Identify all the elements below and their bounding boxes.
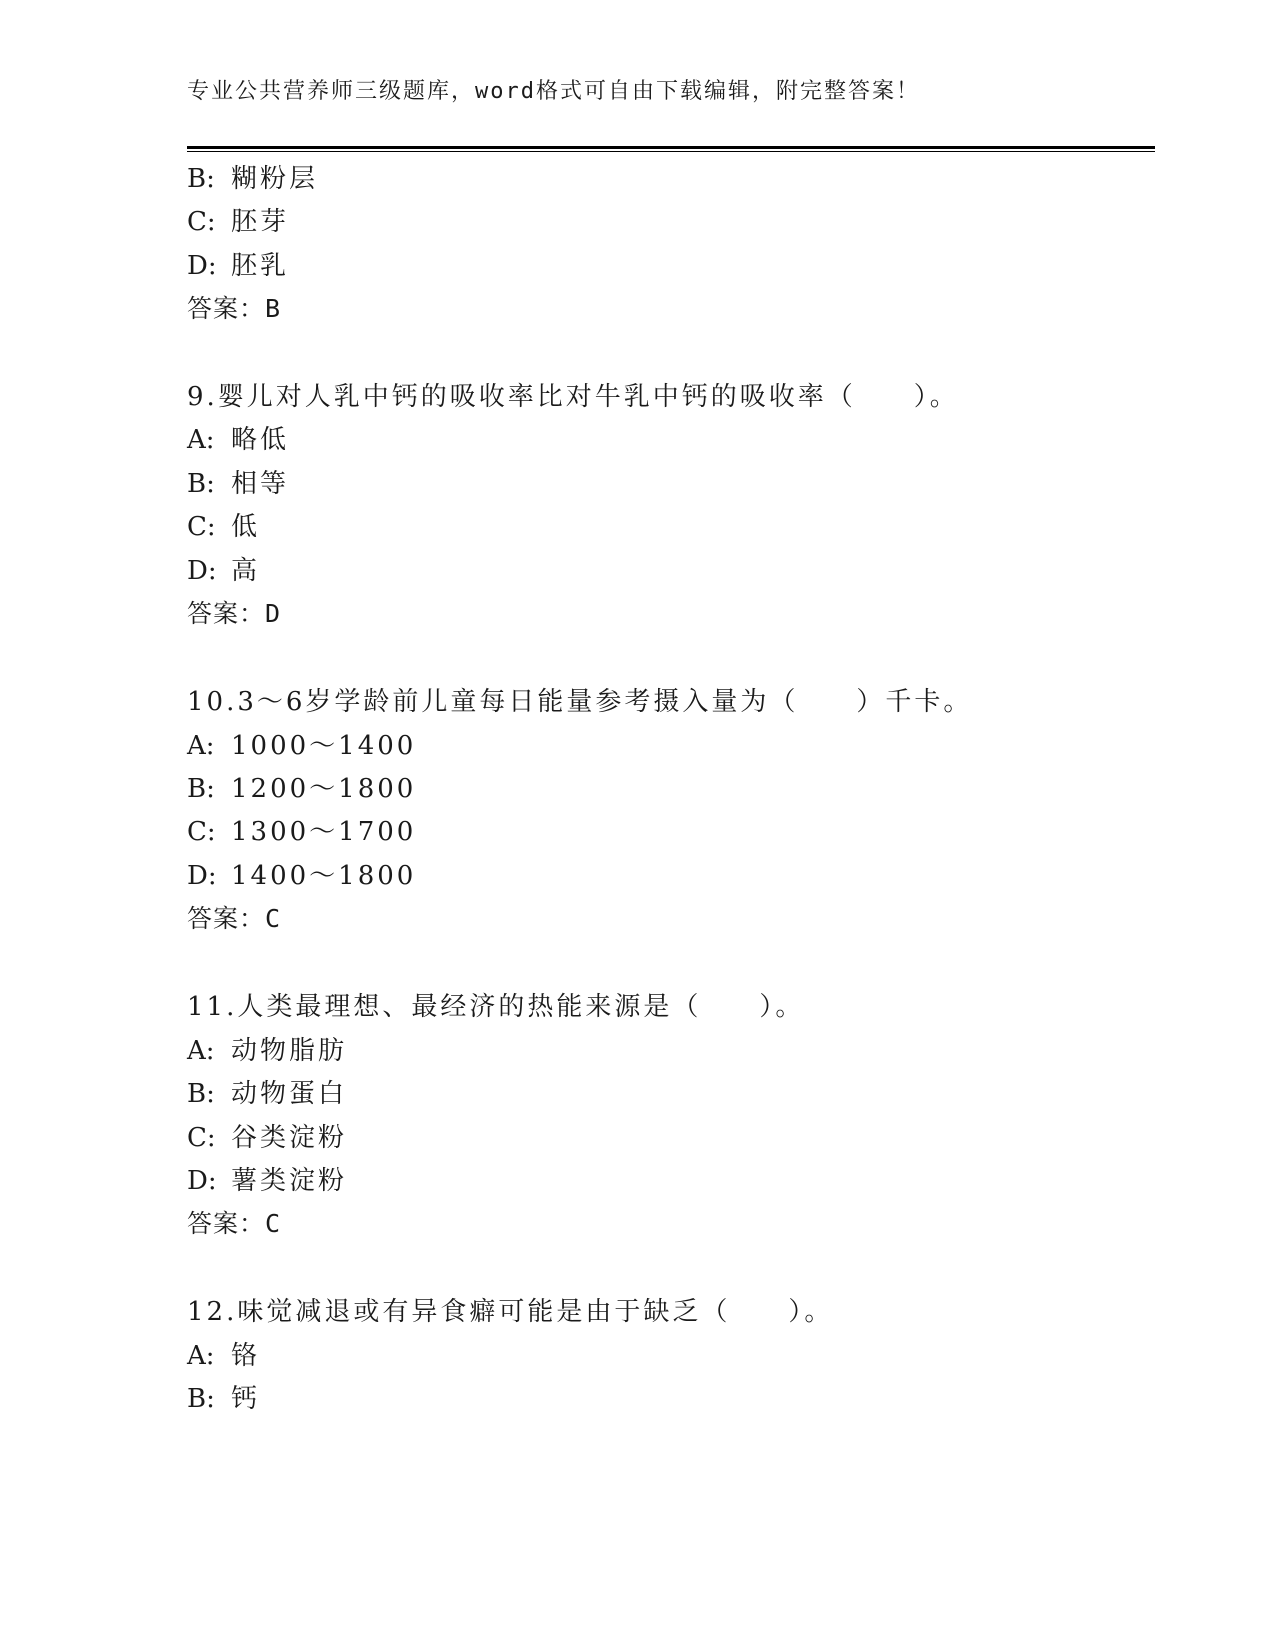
page-header-title: 专业公共营养师三级题库，word格式可自由下载编辑，附完整答案！ [187, 79, 920, 104]
option-label: B: [187, 1079, 215, 1109]
option-line [187, 163, 318, 195]
option-text: 低 [231, 512, 261, 542]
option-line [187, 1340, 260, 1372]
option-label: C: [187, 1123, 216, 1153]
option-line [187, 1035, 347, 1067]
option-text: 薯类淀粉 [231, 1166, 348, 1196]
question-stem: 10.3～6岁学龄前儿童每日能量参考摄入量为（ ）千卡。 [187, 687, 973, 717]
option-text: 谷类淀粉 [231, 1123, 348, 1153]
option-text: 1300～1700 [231, 817, 417, 847]
option-text: 1000～1400 [231, 731, 417, 761]
option-label: B: [187, 774, 215, 804]
option-text: 胚芽 [231, 207, 290, 237]
answer-line: 答案：D [187, 599, 282, 628]
option-label: D: [187, 861, 217, 891]
option-line [187, 730, 416, 762]
option-line [187, 555, 260, 587]
option-label: A: [187, 1036, 215, 1066]
option-text: 动物脂肪 [231, 1036, 348, 1066]
option-label: A: [187, 425, 215, 455]
option-text: 动物蛋白 [231, 1079, 348, 1109]
option-text: 铬 [231, 1341, 261, 1371]
option-line [187, 1383, 260, 1415]
question-stem: 12.味觉减退或有异食癖可能是由于缺乏（ ）。 [187, 1297, 834, 1327]
answer-line: 答案：B [187, 294, 282, 323]
option-label: D: [187, 1166, 217, 1196]
question-stem: 11.人类最理想、最经济的热能来源是（ ）。 [187, 992, 805, 1022]
option-line [187, 1165, 347, 1197]
option-label: D: [187, 556, 217, 586]
option-label: B: [187, 469, 215, 499]
option-label: A: [187, 1341, 215, 1371]
option-line [187, 816, 416, 848]
header-rule-thick [187, 146, 1155, 149]
header-rule-thin [187, 151, 1155, 152]
option-label: C: [187, 512, 216, 542]
option-label: D: [187, 251, 217, 281]
option-text: 相等 [231, 469, 290, 499]
question-stem: 9.婴儿对人乳中钙的吸收率比对牛乳中钙的吸收率（ ）。 [187, 382, 959, 412]
option-label: A: [187, 731, 215, 761]
option-text: 1400～1800 [231, 861, 417, 891]
option-line [187, 424, 289, 456]
option-text: 胚乳 [231, 251, 290, 281]
option-label: C: [187, 817, 216, 847]
option-line [187, 1122, 347, 1154]
option-line [187, 206, 289, 238]
option-text: 略低 [231, 425, 290, 455]
answer-line: 答案：C [187, 1209, 282, 1238]
option-label: C: [187, 207, 216, 237]
option-line [187, 250, 289, 282]
option-line [187, 1078, 347, 1110]
option-text: 糊粉层 [231, 164, 319, 194]
option-line [187, 773, 416, 805]
option-label: B: [187, 164, 215, 194]
option-line [187, 468, 289, 500]
option-line [187, 511, 260, 543]
answer-line: 答案：C [187, 904, 282, 933]
option-label: B: [187, 1384, 215, 1414]
option-line [187, 860, 416, 892]
option-text: 高 [231, 556, 261, 586]
option-text: 1200～1800 [231, 774, 417, 804]
option-text: 钙 [231, 1384, 261, 1414]
